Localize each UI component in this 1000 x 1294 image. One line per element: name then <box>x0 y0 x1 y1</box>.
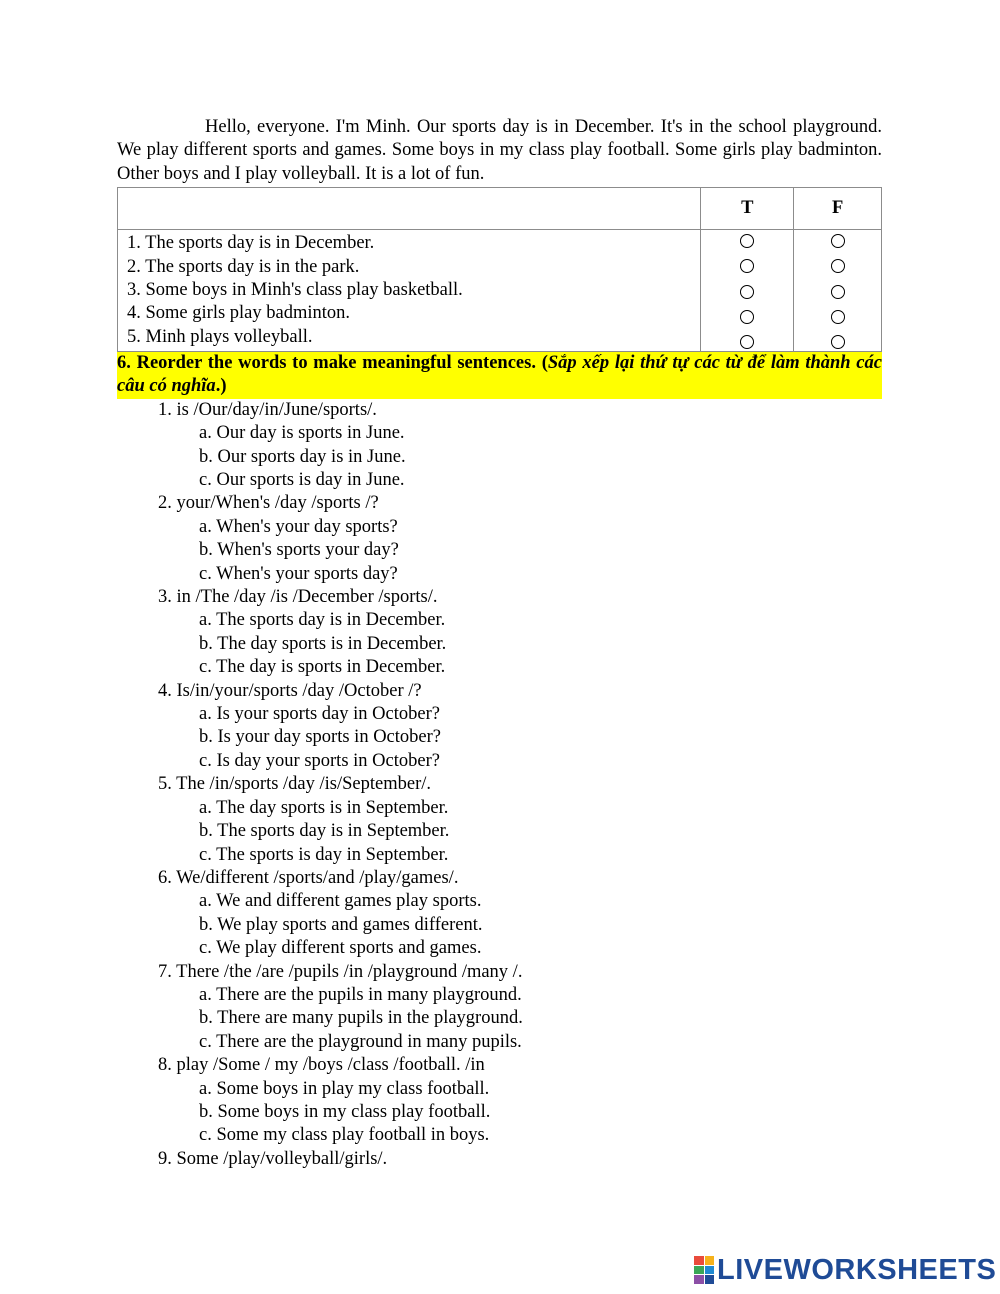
answer-option[interactable]: b. Our sports day is in June. <box>199 446 406 467</box>
liveworksheets-logo <box>694 1253 996 1287</box>
statement-3: 3. Some boys in Minh's class play basketball. <box>127 280 463 300</box>
radio-true-2[interactable] <box>740 259 754 273</box>
radio-false-2[interactable] <box>831 259 845 273</box>
answer-option[interactable]: b. There are many pupils in the playground. <box>199 1008 523 1029</box>
answer-option[interactable]: a. Is your sports day in October? <box>199 704 440 725</box>
radio-false-3[interactable] <box>831 285 845 299</box>
answer-option[interactable]: c. When's your sports day? <box>199 563 398 584</box>
radio-false-5[interactable] <box>831 335 845 349</box>
logo-text: LIVEWORKSHEETS <box>717 1253 997 1286</box>
section-6-title <box>117 352 882 399</box>
question-prompt: 2. your/When's /day /sports /? <box>158 493 379 514</box>
question-prompt: 1. is /Our/day/in/June/sports/. <box>158 399 377 420</box>
false-radio-column <box>794 230 882 352</box>
logo-mark-square <box>705 1266 715 1275</box>
answer-option[interactable]: c. The day is sports in December. <box>199 657 446 678</box>
header-false: F <box>794 188 882 230</box>
answer-option[interactable]: b. The day sports is in December. <box>199 633 447 654</box>
true-radio-column <box>701 230 794 352</box>
statement-1: 1. The sports day is in December. <box>127 233 375 254</box>
statement-4: 4. Some girls play badminton. <box>127 303 351 324</box>
answer-option[interactable]: a. When's your day sports? <box>199 516 398 537</box>
section-6-title-en: 6. Reorder the words to make meaningful sentences. ( <box>117 352 548 373</box>
question-prompt: 5. The /in/sports /day /is/September/. <box>158 774 432 795</box>
section-6-title-end: .) <box>215 376 227 397</box>
answer-option[interactable]: c. Our sports is day in June. <box>199 470 405 490</box>
statement-2: 2. The sports day is in the park. <box>127 256 360 277</box>
radio-false-4[interactable] <box>831 310 845 324</box>
answer-option[interactable]: a. The day sports is in September. <box>199 797 449 818</box>
answer-option[interactable]: b. When's sports your day? <box>199 540 399 561</box>
answer-option[interactable]: b. Some boys in my class play football. <box>199 1101 491 1122</box>
radio-false-1[interactable] <box>831 234 845 248</box>
answer-option[interactable]: b. Is your day sports in October? <box>199 727 441 748</box>
answer-option[interactable]: b. The sports day is in September. <box>199 821 450 842</box>
section-6-title-vi: Sắp xếp lại thứ tự các từ để làm thành các câu có nghĩa <box>117 352 882 397</box>
question-prompt: 4. Is/in/your/sports /day /October /? <box>158 680 422 701</box>
answer-option[interactable]: a. The sports day is in December. <box>199 610 446 631</box>
logo-mark-icon <box>694 1256 714 1284</box>
table-header-row <box>118 188 882 230</box>
radio-true-1[interactable] <box>740 234 754 248</box>
logo-mark-square <box>694 1275 704 1284</box>
question-prompt: 3. in /The /day /is /December /sports/. <box>158 587 438 608</box>
question-list <box>117 399 882 1171</box>
answer-option[interactable]: c. There are the playground in many pupils. <box>199 1031 522 1052</box>
radio-true-4[interactable] <box>740 310 754 324</box>
answer-option[interactable]: a. There are the pupils in many playground. <box>199 984 522 1005</box>
question-prompt: 7. There /the /are /pupils /in /playground /many /. <box>158 961 523 982</box>
answer-option[interactable]: a. Some boys in play my class football. <box>199 1078 490 1099</box>
logo-mark-square <box>705 1275 715 1284</box>
reading-passage: Hello, everyone. I'm Minh. Our sports day is in December. It's in the school playground. We play different sports and games. Some boys in my class play football. Some girls play badminton. Other boys and I play volleyball. It is a lot of fun. <box>117 117 882 184</box>
answer-option[interactable]: c. The sports is day in September. <box>199 844 449 865</box>
statements-cell <box>118 230 701 352</box>
answer-option[interactable]: a. Our day is sports in June. <box>199 423 405 444</box>
logo-mark-square <box>705 1256 715 1265</box>
answer-option[interactable]: b. We play sports and games different. <box>199 914 483 935</box>
logo-mark-square <box>694 1256 704 1265</box>
answer-option[interactable]: a. We and different games play sports. <box>199 891 482 912</box>
answer-option[interactable]: c. We play different sports and games. <box>199 938 482 959</box>
answer-option[interactable]: c. Is day your sports in October? <box>199 750 440 771</box>
question-prompt: 9. Some /play/volleyball/girls/. <box>158 1148 388 1169</box>
radio-true-3[interactable] <box>740 285 754 299</box>
header-true: T <box>701 188 794 230</box>
worksheet-page <box>117 116 882 1171</box>
statements-row <box>118 230 882 352</box>
statement-5: 5. Minh plays volleyball. <box>127 326 313 347</box>
answer-option[interactable]: c. Some my class play football in boys. <box>199 1125 490 1146</box>
logo-mark-square <box>694 1266 704 1275</box>
radio-true-5[interactable] <box>740 335 754 349</box>
header-blank-cell <box>118 188 701 230</box>
question-prompt: 6. We/different /sports/and /play/games/. <box>158 867 459 888</box>
question-prompt: 8. play /Some / my /boys /class /football. /in <box>158 1055 485 1076</box>
true-false-table <box>117 187 882 352</box>
